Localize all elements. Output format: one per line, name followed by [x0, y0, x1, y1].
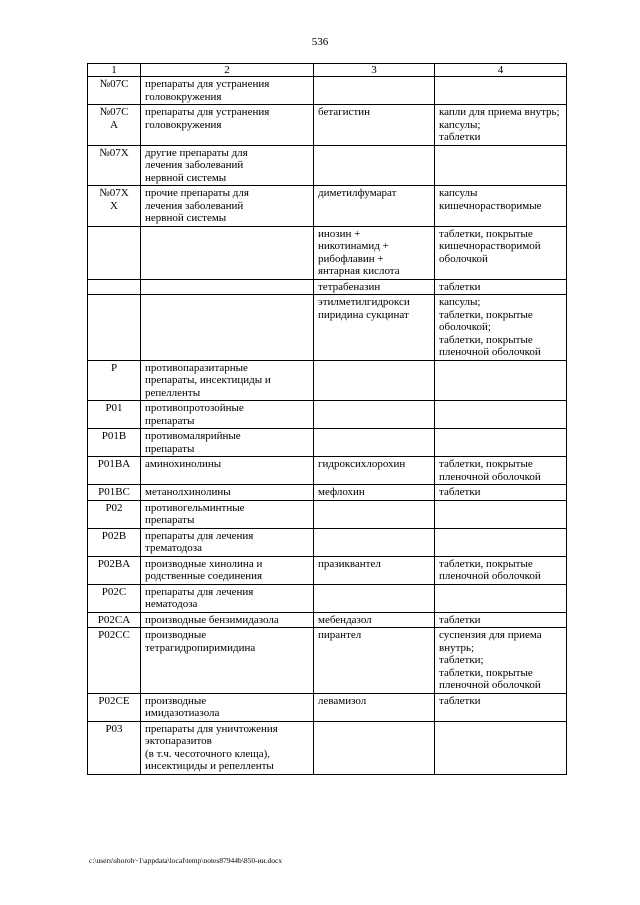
atc-code-cell — [88, 693, 141, 721]
dosage-form-cell — [435, 105, 567, 146]
drug-classification-table — [87, 63, 567, 775]
cell-text-line: P01BC — [98, 486, 130, 498]
table-row — [88, 105, 567, 146]
dosage-form-cell — [435, 145, 567, 186]
group-name-cell — [141, 186, 314, 227]
drug-name-cell — [314, 556, 435, 584]
cell-text-line: препараты для устранения — [145, 78, 270, 90]
cell-text-line: таблетки, покрытые — [439, 227, 533, 240]
group-name-cell — [141, 584, 314, 612]
cell-text-line: тетрагидропиримидина — [145, 641, 256, 654]
drug-name-cell — [314, 279, 435, 295]
dosage-form-cell — [435, 485, 567, 501]
cell-text-line: таблетки, покрытые — [439, 308, 533, 321]
cell-text-line: препараты для уничтожения — [145, 722, 278, 735]
table-row — [88, 556, 567, 584]
group-name-cell — [141, 279, 314, 295]
drug-name-cell — [314, 584, 435, 612]
dosage-form-cell — [435, 186, 567, 227]
cell-text-line: препараты для устранения — [145, 106, 270, 118]
group-name-cell — [141, 693, 314, 721]
cell-text-line: препараты — [145, 414, 195, 427]
cell-text-line: пленочной оболочкой — [439, 679, 541, 691]
atc-code-cell — [88, 186, 141, 227]
cell-text-line: противогельминтные — [145, 501, 245, 514]
table-row — [88, 145, 567, 186]
cell-text-line: таблетки — [439, 694, 481, 707]
drug-name-cell — [314, 145, 435, 186]
drug-name-cell — [314, 295, 435, 361]
cell-text-line: капсулы — [439, 187, 478, 199]
dosage-form-cell — [435, 457, 567, 485]
cell-text-line: янтарная кислота — [318, 265, 400, 277]
group-name-cell — [141, 628, 314, 694]
cell-text-line: головокружения — [145, 118, 222, 131]
dosage-form-cell — [435, 528, 567, 556]
cell-text-line: бетагистин — [318, 106, 371, 118]
cell-text-line: производные — [145, 629, 207, 641]
cell-text-line: P02CC — [98, 629, 130, 641]
dosage-form-cell — [435, 612, 567, 628]
table-row — [88, 693, 567, 721]
cell-text-line: никотинамид + — [318, 240, 389, 252]
dosage-form-cell — [435, 628, 567, 694]
atc-code-cell — [88, 500, 141, 528]
cell-text-line: нервной системы — [145, 212, 227, 224]
table-row — [88, 429, 567, 457]
cell-text-line: P02BA — [97, 557, 131, 570]
drug-name-cell — [314, 528, 435, 556]
atc-code-cell — [88, 226, 141, 279]
column-header: 4 — [435, 64, 567, 77]
atc-code-cell — [88, 457, 141, 485]
atc-code-cell — [88, 360, 141, 401]
column-header: 3 — [314, 64, 435, 77]
atc-code-cell — [88, 401, 141, 429]
cell-text-line: левамизол — [318, 694, 367, 707]
atc-code-cell — [88, 612, 141, 628]
group-name-cell — [141, 401, 314, 429]
cell-text-line: рибофлавин + — [318, 252, 384, 265]
cell-text-line: противопротозойные — [145, 402, 244, 414]
drug-name-cell — [314, 105, 435, 146]
cell-text-line: препараты — [145, 442, 195, 455]
drug-name-cell — [314, 360, 435, 401]
dosage-form-cell — [435, 693, 567, 721]
group-name-cell — [141, 485, 314, 501]
cell-text-line: №07Х — [99, 187, 129, 199]
cell-text-line: препараты для лечения — [145, 529, 254, 542]
cell-text-line: репелленты — [145, 386, 201, 399]
table-row — [88, 584, 567, 612]
group-name-cell — [141, 105, 314, 146]
drug-name-cell — [314, 401, 435, 429]
drug-name-cell — [314, 612, 435, 628]
cell-text-line: P01B — [101, 430, 127, 442]
group-name-cell — [141, 457, 314, 485]
drug-name-cell — [314, 485, 435, 501]
drug-name-cell — [314, 693, 435, 721]
cell-text-line: кишечнорастворимой — [439, 240, 541, 252]
group-name-cell — [141, 612, 314, 628]
table-row — [88, 457, 567, 485]
cell-text-line: нематодоза — [145, 598, 198, 610]
cell-text-line: (в т.ч. чесоточного клеща), — [145, 747, 271, 760]
group-name-cell — [141, 556, 314, 584]
cell-text-line: пирантел — [318, 629, 362, 641]
cell-text-line: нервной системы — [145, 171, 227, 184]
cell-text-line: производные — [145, 694, 207, 707]
table-row — [88, 77, 567, 105]
cell-text-line: капсулы; — [439, 296, 481, 308]
drug-name-cell — [314, 721, 435, 774]
cell-text-line: метанолхинолины — [145, 486, 231, 498]
cell-text-line: таблетки, покрытые — [439, 333, 533, 346]
drug-name-cell — [314, 226, 435, 279]
footer-file-path: c:\users\shoroh~1\appdata\local\temp\notes87944b\850-ии.docx — [89, 856, 283, 865]
column-header: 1 — [88, 64, 141, 77]
table-row — [88, 226, 567, 279]
cell-text-line: производные хинолина и — [145, 557, 263, 570]
dosage-form-cell — [435, 429, 567, 457]
atc-code-cell — [88, 295, 141, 361]
cell-text-line: пленочной оболочкой — [439, 346, 541, 358]
drug-name-cell — [314, 457, 435, 485]
table-row — [88, 721, 567, 774]
group-name-cell — [141, 145, 314, 186]
cell-text-line: празиквантел — [318, 557, 381, 570]
cell-text-line: инсектициды и репелленты — [145, 760, 274, 772]
cell-text-line: оболочкой; — [439, 321, 491, 333]
table-row — [88, 500, 567, 528]
cell-text-line: P01 — [105, 402, 123, 414]
atc-code-cell — [88, 528, 141, 556]
cell-text-line: производные бензимидазола — [145, 613, 279, 626]
group-name-cell — [141, 429, 314, 457]
dosage-form-cell — [435, 721, 567, 774]
drug-name-cell — [314, 628, 435, 694]
cell-text-line: №07С — [99, 106, 129, 118]
table-row — [88, 612, 567, 628]
cell-text-line: мефлохин — [318, 486, 365, 498]
atc-code-cell — [88, 628, 141, 694]
dosage-form-cell — [435, 401, 567, 429]
cell-text-line: препараты для лечения — [145, 585, 254, 598]
group-name-cell — [141, 528, 314, 556]
column-header: 2 — [141, 64, 314, 77]
table-row — [88, 279, 567, 295]
cell-text-line: родственные соединения — [145, 570, 263, 582]
atc-code-cell — [88, 721, 141, 774]
cell-text-line: лечения заболеваний — [145, 199, 244, 212]
cell-text-line: P — [110, 361, 118, 374]
cell-text-line: P03 — [105, 722, 123, 735]
cell-text-line: А — [110, 118, 118, 131]
atc-code-cell — [88, 429, 141, 457]
atc-code-cell — [88, 279, 141, 295]
atc-code-cell — [88, 77, 141, 105]
cell-text-line: имидазотиазола — [145, 707, 220, 719]
cell-text-line: капсулы; — [439, 118, 481, 131]
cell-text-line: таблетки, покрытые — [439, 458, 533, 470]
cell-text-line: эктопаразитов — [145, 735, 212, 747]
cell-text-line: головокружения — [145, 90, 222, 103]
cell-text-line: таблетки — [439, 280, 481, 293]
cell-text-line: внутрь; — [439, 641, 475, 654]
cell-text-line: аминохинолины — [145, 458, 222, 470]
cell-text-line: P02 — [105, 501, 123, 514]
dosage-form-cell — [435, 584, 567, 612]
cell-text-line: P02C — [101, 585, 127, 598]
table-row — [88, 360, 567, 401]
atc-code-cell — [88, 485, 141, 501]
cell-text-line: другие препараты для — [145, 146, 248, 159]
group-name-cell — [141, 226, 314, 279]
cell-text-line: P02CE — [98, 694, 130, 707]
drug-name-cell — [314, 186, 435, 227]
dosage-form-cell — [435, 77, 567, 105]
cell-text-line: таблетки, покрытые — [439, 557, 533, 570]
cell-text-line: гидроксихлорохин — [318, 458, 406, 470]
cell-text-line: таблетки — [439, 486, 481, 498]
cell-text-line: P01BA — [97, 458, 131, 470]
cell-text-line: мебендазол — [318, 613, 372, 626]
drug-name-cell — [314, 77, 435, 105]
group-name-cell — [141, 360, 314, 401]
table-row — [88, 485, 567, 501]
group-name-cell — [141, 295, 314, 361]
table-row — [88, 295, 567, 361]
table-row — [88, 528, 567, 556]
cell-text-line: диметилфумарат — [318, 187, 397, 199]
dosage-form-cell — [435, 360, 567, 401]
cell-text-line: лечения заболеваний — [145, 159, 244, 171]
dosage-form-cell — [435, 279, 567, 295]
cell-text-line: противопаразитарные — [145, 361, 248, 374]
table-row — [88, 401, 567, 429]
cell-text-line: P02CA — [97, 613, 131, 626]
dosage-form-cell — [435, 500, 567, 528]
cell-text-line: таблетки — [439, 613, 481, 626]
drug-name-cell — [314, 500, 435, 528]
group-name-cell — [141, 77, 314, 105]
table-row — [88, 628, 567, 694]
cell-text-line: пленочной оболочкой — [439, 470, 541, 483]
atc-code-cell — [88, 145, 141, 186]
cell-text-line: противомалярийные — [145, 430, 241, 442]
cell-text-line: препараты — [145, 514, 195, 526]
table-row — [88, 186, 567, 227]
dosage-form-cell — [435, 226, 567, 279]
dosage-form-cell — [435, 295, 567, 361]
drug-name-cell — [314, 429, 435, 457]
dosage-form-cell — [435, 556, 567, 584]
cell-text-line: пленочной оболочкой — [439, 570, 541, 582]
cell-text-line: этилметилгидрокси — [318, 296, 410, 308]
cell-text-line: инозин + — [318, 227, 361, 240]
atc-code-cell — [88, 556, 141, 584]
atc-code-cell — [88, 105, 141, 146]
cell-text-line: таблетки; — [439, 654, 484, 666]
cell-text-line: №07С — [99, 78, 129, 90]
cell-text-line: суспензия для приема — [439, 629, 542, 641]
cell-text-line: прочие препараты для — [145, 187, 249, 199]
cell-text-line: капли для приема внутрь; — [439, 106, 560, 118]
cell-text-line: №07Х — [99, 146, 129, 159]
cell-text-line: трематодоза — [145, 542, 202, 554]
atc-code-cell — [88, 584, 141, 612]
page-number: 536 — [311, 36, 329, 48]
cell-text-line: пиридина сукцинат — [318, 308, 409, 321]
table-header-row — [88, 64, 567, 77]
cell-text-line: таблетки, покрытые — [439, 666, 533, 679]
cell-text-line: кишечнорастворимые — [439, 199, 542, 212]
group-name-cell — [141, 721, 314, 774]
cell-text-line: тетрабеназин — [318, 280, 381, 293]
cell-text-line: оболочкой — [439, 252, 488, 265]
cell-text-line: таблетки — [439, 131, 481, 143]
group-name-cell — [141, 500, 314, 528]
cell-text-line: Х — [110, 199, 118, 212]
cell-text-line: P02B — [101, 529, 127, 542]
cell-text-line: препараты, инсектициды и — [145, 374, 271, 386]
